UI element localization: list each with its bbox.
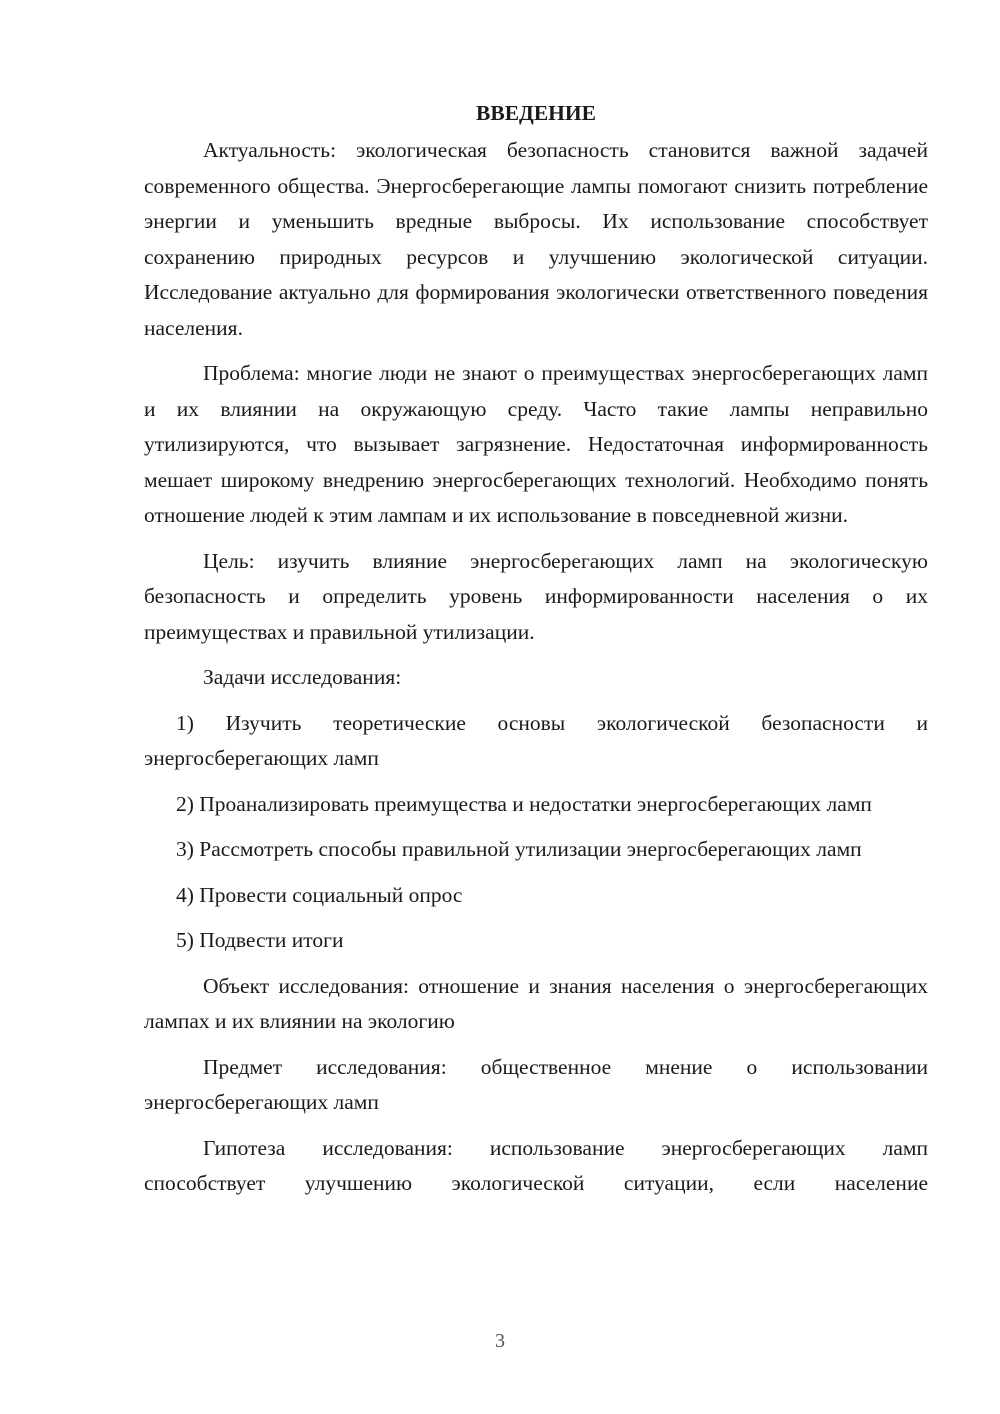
subject-paragraph: Предмет исследования: общественное мнение о использовании энергосберегающих ламп (144, 1054, 928, 1114)
hypothesis-paragraph: Гипотеза исследования: использование энергосберегающих ламп способствует улучшению экологической ситуации, если население (144, 1135, 928, 1195)
page-number: 3 (495, 1330, 505, 1352)
task-item: 4) Провести социальный опрос (176, 882, 463, 907)
task-item: 3) Рассмотреть способы правильной утилизации энергосберегающих ламп (176, 837, 862, 861)
relevance-paragraph: Актуальность: экологическая безопасность становится важной задачей современного общества. Энергосберегающие лампы помогают снизить потребление энергии и уменьшить вредные выбросы. Их использование способствует сохранению природных ресурсов и улучшению экологической ситуации. Исследование актуально для формирования экологически ответственного поведения населения. (144, 138, 928, 340)
tasks-title: Задачи исследования: (203, 665, 402, 689)
tasks-list (144, 706, 928, 959)
task-item: 2) Проанализировать преимущества и недостатки энергосберегающих ламп (176, 791, 872, 816)
document-page (144, 96, 928, 1212)
problem-paragraph: Проблема: многие люди не знают о преимуществах энергосберегающих ламп и их влиянии на окружающую среду. Часто такие лампы неправильно утилизируются, что вызывает загрязнение. Недостаточная информированность мешает широкому внедрению энергосберегающих технологий. Необходимо понять отношение людей к этим лампам и их использование в повседневной жизни. (144, 361, 928, 527)
task-item: 5) Подвести итоги (176, 928, 344, 952)
section-heading: ВВЕДЕНИЕ (476, 101, 596, 125)
goal-paragraph: Цель: изучить влияние энергосберегающих ламп на экологическую безопасность и определить уровень информированности населения о их преимуществах и правильной утилизации. (144, 548, 928, 644)
task-item: 1) Изучить теоретические основы экологической безопасности и энергосберегающих ламп (144, 710, 928, 770)
object-paragraph: Объект исследования: отношение и знания населения о энергосберегающих лампах и их влиянии на экологию (144, 973, 928, 1033)
